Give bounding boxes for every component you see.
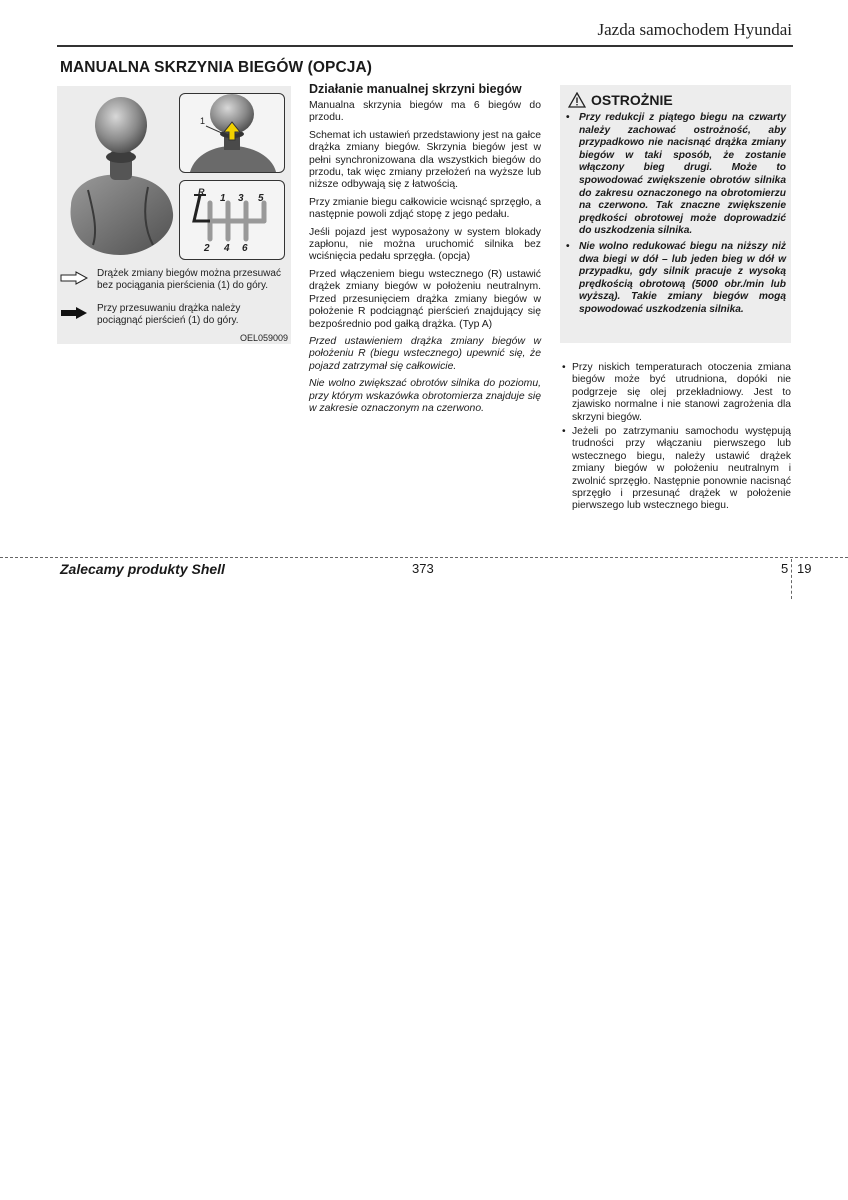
callout-number: 1	[200, 116, 206, 126]
caution-list	[562, 112, 786, 320]
operation-paragraph: Manualna skrzynia biegów ma 6 biegów do przodu.	[309, 100, 541, 124]
note-item: • Przy niskich temperaturach otoczenia zmiana biegów może być utrudniona, dopóki nie podgrzeje się olej przekładniowy. Jest to zjawisko normalne i nie stanowi zagrożenia dla skrzyni biegów.	[562, 362, 791, 424]
operation-section	[309, 82, 541, 420]
gear-label-r: R	[198, 187, 205, 197]
footer-rule	[0, 557, 848, 558]
page-number: 19	[797, 561, 812, 576]
figure-caption-solid: Przy przesuwaniu drążka należy pociągnąć pierścień (1) do góry.	[97, 303, 241, 326]
figure-code: OEL059009	[239, 333, 288, 343]
operation-heading: Działanie manualnej skrzyni biegów	[309, 82, 522, 96]
gear-label-2: 2	[204, 243, 210, 254]
chapter-title: Jazda samochodem Hyundai	[597, 20, 792, 39]
note-item: • Jeżeli po zatrzymaniu samochodu występują trudności przy włączaniu pierwszego lub wstecznego biegu, należy ustawić drążek zmiany biegów w położeniu neutralnym i zwolnić sprzęgło. Następnie ponownie nacisnąć sprzęgło i przesunąć drążek w położenie pierwszego lub wstecznego biegu.	[562, 426, 791, 513]
gear-label-4: 4	[224, 243, 230, 254]
operation-paragraph: Przy zmianie biegu całkowicie wcisnąć sprzęgło, a następnie powoli zdjąć stopę z jego pedału.	[309, 196, 541, 221]
outline-arrow-icon	[60, 271, 88, 285]
operation-paragraph: Jeśli pojazd jest wyposażony w system blokady zapłonu, nie można uruchomić silnika bez wciśnięcia pedału sprzęgła. (opcja)	[309, 226, 541, 263]
caution-title-text: OSTROŻNIE	[591, 92, 673, 108]
section-title: MANUALNA SKRZYNIA BIEGÓW (OPCJA)	[60, 59, 373, 76]
footer-divider	[791, 559, 792, 599]
caution-item: • Nie wolno redukować biegu na niższy niż dwa biegi w dół – lub jeden bieg w dół w przypadku, gdy silnik pracuje z wysoką prędkością obrotową (5000 obr./min lub wyższą). Takie zmiany biegów mogą spowodować uszkodzenia silnika.	[562, 241, 786, 317]
warning-triangle-icon	[568, 92, 586, 108]
operation-note: Przed ustawieniem drążka zmiany biegów w położeniu R (biegu wstecznego) upewnić się, że pojazd zatrzymał się całkowicie.	[309, 335, 541, 372]
operation-note: Nie wolno zwiększać obrotów silnika do poziomu, przy którym wskazówka obrotomierza znajduje się w zakresie oznaczonym na czerwono.	[309, 378, 541, 414]
caution-item: • Przy redukcji z piątego biegu na czwarty należy zachować ostrożność, aby przypadkowo nie nacisnąć drążka zmiany biegów w taki sposób, że zostanie włączony bieg drugi. Może to spowodować zwiększenie obrotów silnika do zakresu oznaczonego na obrotomierzu na czerwono. Tak znaczne zwiększenie prędkości obrotowej może doprowadzić do uszkodzenia silnika.	[562, 112, 786, 238]
footer-number: 373	[412, 561, 434, 576]
gear-label-3: 3	[238, 193, 244, 204]
caution-title	[568, 92, 673, 108]
gear-label-5: 5	[258, 193, 264, 204]
gear-label-1: 1	[220, 193, 226, 204]
gear-pattern-inset	[179, 180, 285, 260]
section-number: 5	[781, 561, 789, 576]
ring-pull-inset	[179, 93, 285, 173]
gear-label-6: 6	[242, 243, 248, 254]
operation-paragraph: Przed włączeniem biegu wstecznego (R) ustawić drążek zmiany biegów w położeniu neutralnym. Przed przesunięciem drążka zmiany biegów w położenie R podciągnąć pierścień znajdujący się bezpośrednio pod gałką drążka. (Typ A)	[309, 268, 541, 330]
operation-paragraph: Schemat ich ustawień przedstawiony jest na gałce drążka zmiany biegów. Skrzynia biegów jest w pełni synchronizowana dla wszystkich biegów do przodu, tak więc zmiany przełożeń na wyższe lub niższe odbywają się z łatwością.	[309, 129, 541, 191]
notes-list	[562, 362, 791, 515]
figure-caption-outline: Drążek zmiany biegów można przesuwać bez pociągania pierścienia (1) do góry.	[97, 268, 281, 291]
header-rule	[57, 45, 793, 47]
gear-shift-knob-illustration	[63, 95, 177, 260]
footer-promo: Zalecamy produkty Shell	[60, 561, 225, 577]
solid-arrow-icon	[60, 306, 88, 320]
